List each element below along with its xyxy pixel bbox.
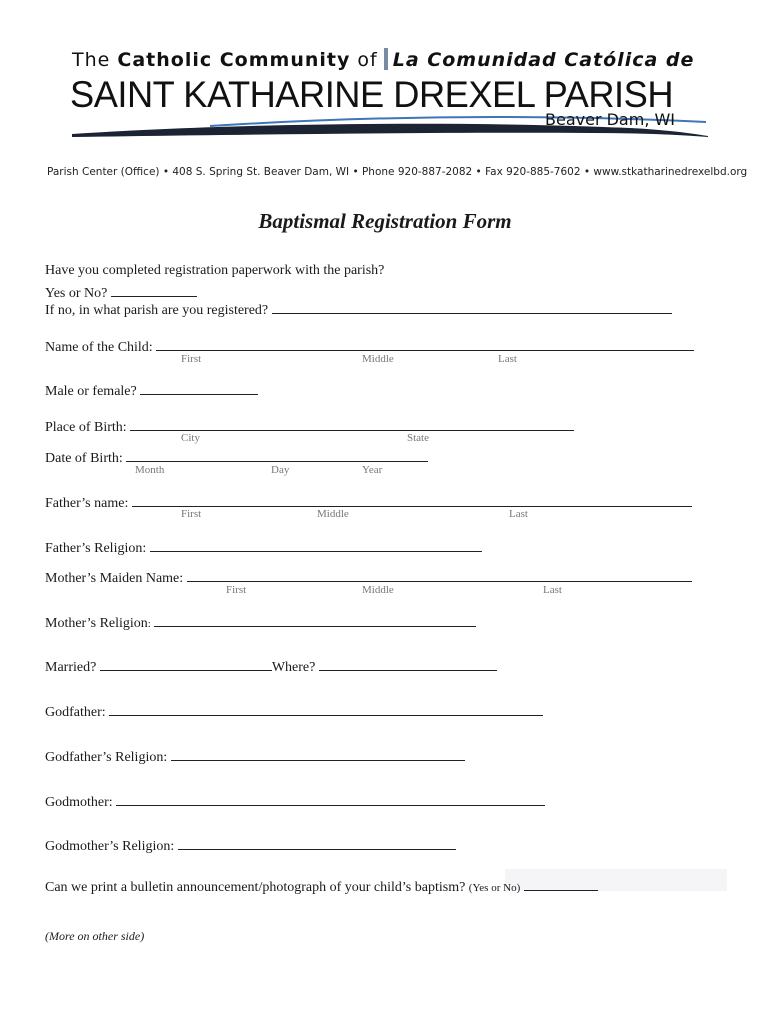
contact-info: Parish Center (Office) • 408 S. Spring St. Beaver Dam, WI • Phone 920-887-2082 • Fax 920-885-7602 • www.stkatharinedrexelbd.org (47, 166, 748, 178)
where-field[interactable] (319, 656, 497, 671)
question-godmother-religion (45, 835, 456, 855)
more-on-other-side-note: (More on other side) (45, 929, 145, 943)
yes-no-label: Yes or No? (45, 286, 108, 301)
godmother-religion-label: Godmother’s Religion: (45, 839, 175, 854)
date-birth-label: Date of Birth: (45, 451, 123, 466)
tagline-spanish: La Comunidad Católica de (392, 49, 695, 71)
mother-maiden-label: Mother’s Maiden Name: (45, 571, 184, 586)
mother-religion-label: Mother’s Religion (45, 616, 148, 631)
bulletin-options: (Yes or No) (468, 882, 521, 894)
child-middle-caption: Middle (362, 353, 394, 365)
birth-day-caption: Day (271, 464, 290, 476)
sex-label: Male or female? (45, 384, 137, 399)
place-birth-field[interactable] (130, 416, 574, 431)
question-godfather (45, 701, 543, 721)
question-godfather-religion (45, 746, 465, 766)
which-parish-field[interactable] (272, 299, 672, 314)
mother-first-caption: First (226, 584, 247, 596)
mother-maiden-field[interactable] (187, 567, 692, 582)
father-name-field[interactable] (132, 492, 692, 507)
married-label: Married? (45, 660, 97, 675)
birth-city-caption: City (181, 432, 200, 444)
child-name-label: Name of the Child: (45, 340, 153, 355)
parish-name: SAINT KATHARINE DREXEL PARISH (70, 74, 674, 115)
question-father-religion (45, 537, 482, 557)
question-bulletin (45, 876, 598, 896)
date-birth-field[interactable] (126, 447, 428, 462)
father-religion-label: Father’s Religion: (45, 541, 147, 556)
tagline-separator (384, 48, 388, 70)
mother-last-caption: Last (543, 584, 562, 596)
question-place-birth (45, 416, 574, 436)
father-middle-caption: Middle (317, 508, 349, 520)
father-name-label: Father’s name: (45, 496, 129, 511)
father-religion-field[interactable] (150, 537, 482, 552)
yes-no-field[interactable] (111, 282, 197, 297)
parish-city: Beaver Dam, WI (545, 110, 676, 129)
question-sex (45, 380, 258, 400)
godfather-label: Godfather: (45, 705, 106, 720)
father-first-caption: First (181, 508, 202, 520)
where-label: Where? (271, 660, 316, 675)
godfather-religion-label: Godfather’s Religion: (45, 750, 168, 765)
question-married (45, 656, 497, 676)
godfather-religion-field[interactable] (171, 746, 465, 761)
godmother-field[interactable] (116, 791, 545, 806)
tagline-the: The (72, 49, 111, 71)
form-title: Baptismal Registration Form (258, 209, 512, 233)
birth-month-caption: Month (135, 464, 165, 476)
question-godmother (45, 791, 545, 811)
godfather-field[interactable] (109, 701, 543, 716)
mother-middle-caption: Middle (362, 584, 394, 596)
question-father-name (45, 492, 692, 512)
tagline-of: of (357, 49, 378, 71)
question-which-parish (45, 299, 672, 319)
bulletin-label: Can we print a bulletin announcement/photograph of your child’s baptism? (45, 880, 466, 895)
header-tagline (72, 48, 694, 71)
birth-year-caption: Year (362, 464, 383, 476)
godmother-label: Godmother: (45, 795, 113, 810)
bulletin-field[interactable] (524, 876, 598, 891)
mother-religion-colon: : (147, 618, 151, 630)
sex-field[interactable] (140, 380, 258, 395)
married-field[interactable] (100, 656, 272, 671)
birth-state-caption: State (407, 432, 429, 444)
which-parish-label: If no, in what parish are you registered? (45, 303, 269, 318)
question-registered: Have you completed registration paperwork with the parish? (45, 263, 385, 278)
place-birth-label: Place of Birth: (45, 420, 127, 435)
father-last-caption: Last (509, 508, 528, 520)
tagline-catholic-community: Catholic Community (117, 49, 351, 71)
mother-religion-field[interactable] (154, 612, 476, 627)
child-name-field[interactable] (156, 336, 694, 351)
godmother-religion-field[interactable] (178, 835, 456, 850)
question-mother-religion (45, 612, 476, 632)
child-first-caption: First (181, 353, 202, 365)
child-last-caption: Last (498, 353, 517, 365)
